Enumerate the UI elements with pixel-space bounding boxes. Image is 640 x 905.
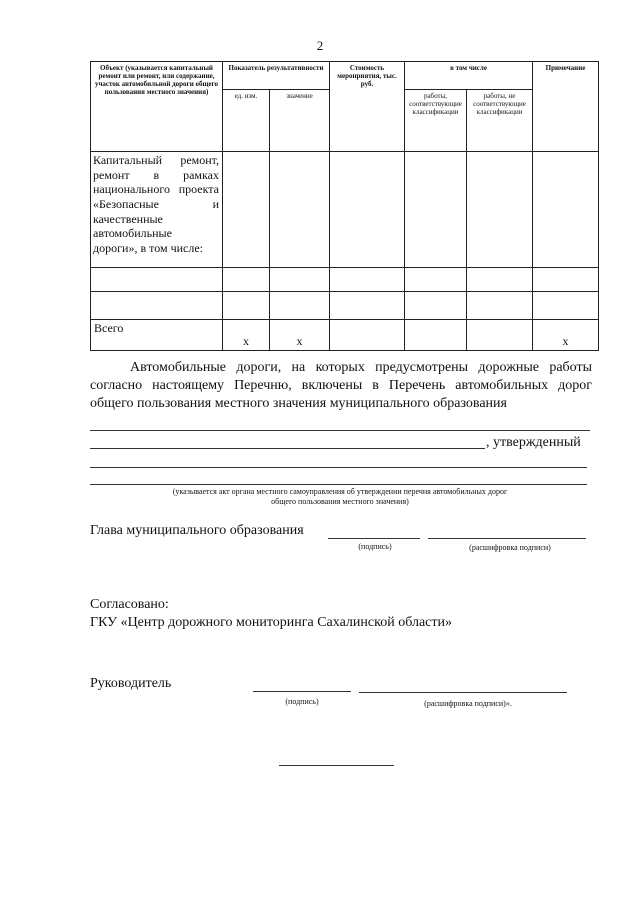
signature-decode-line xyxy=(428,538,586,539)
closing-line xyxy=(279,765,394,766)
header-including: в том числе xyxy=(405,62,533,90)
total-label: Всего xyxy=(91,320,223,351)
header-value: значение xyxy=(270,90,330,152)
header-object: Объект (указывается капитальный ремонт или ремонт, или содержание, участок автомобильной дороги общего пользования местного значения) xyxy=(91,62,223,152)
manager-sign-caption: (подпись) xyxy=(285,697,319,706)
head-decode-caption: (расшифровка подписи) xyxy=(469,543,551,552)
agreed-label: Согласовано: xyxy=(90,597,169,612)
signature-decode-line xyxy=(359,692,567,693)
fill-line xyxy=(90,448,485,449)
table-row xyxy=(91,268,599,292)
paragraph-text: Автомобильные дороги, на которых предусмотрены дорожные работы согласно настоящему Перечню, включены в Перечень автомобильных дорог общего пользования местного значения муниципального образования xyxy=(90,360,592,411)
table-cell xyxy=(270,152,330,268)
main-row-text: Капитальный ремонт, ремонт в рамках национального проекта «Безопасные и качественные автомобильные дороги», в том числе: xyxy=(91,152,223,268)
manager-label: Руководитель xyxy=(90,676,172,691)
table-cell xyxy=(533,152,599,268)
table-cell xyxy=(223,152,270,268)
table-row-total xyxy=(91,320,599,351)
table-cell xyxy=(467,152,533,268)
table-row xyxy=(91,292,599,320)
x-mark: x xyxy=(533,320,599,351)
table-row xyxy=(91,152,599,268)
header-works-match: работы, соответствующие классификации xyxy=(405,90,467,152)
x-mark: x xyxy=(270,320,330,351)
works-table xyxy=(90,61,599,351)
header-note: Примечание xyxy=(533,62,599,152)
header-works-not-match: работы, не соответствующие классификации xyxy=(467,90,533,152)
x-mark: x xyxy=(223,320,270,351)
header-unit: ед. изм. xyxy=(223,90,270,152)
head-sign-caption: (подпись) xyxy=(358,542,392,551)
fill-line xyxy=(90,484,587,485)
agreed-org: ГКУ «Центр дорожного мониторинга Сахалинской области» xyxy=(90,615,452,630)
signature-line xyxy=(328,538,420,539)
signature-line xyxy=(253,691,351,692)
page-number: 2 xyxy=(316,38,324,53)
table-cell xyxy=(330,152,405,268)
head-signature-label: Глава муниципального образования xyxy=(90,523,304,538)
fill-line xyxy=(90,430,590,431)
header-cost: Стоимость мероприятия, тыс. руб. xyxy=(330,62,405,152)
header-indicator: Показатель результативности xyxy=(223,62,330,90)
approved-suffix: , утвержденный xyxy=(486,435,581,450)
fill-line xyxy=(90,467,587,468)
manager-decode-caption: (расшифровка подписи)». xyxy=(424,699,512,708)
table-cell xyxy=(405,152,467,268)
paragraph-caption: (указывается акт органа местного самоуправления об утверждении перечня автомобильных дорог общего пользования местного значения) xyxy=(172,487,508,506)
